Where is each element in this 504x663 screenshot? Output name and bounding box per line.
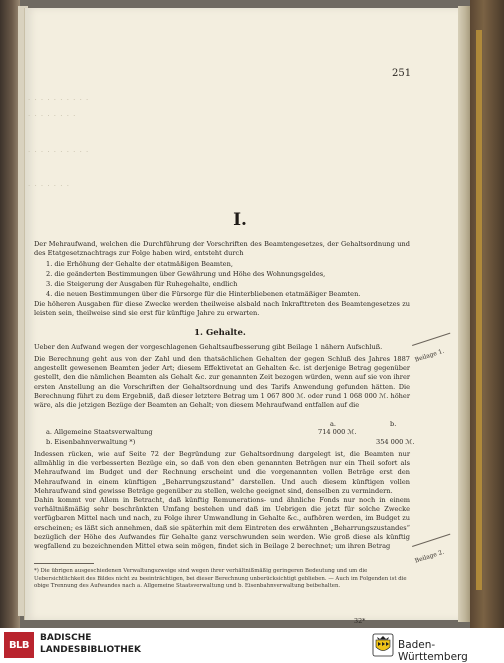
cover-stripe — [476, 30, 482, 590]
bleed-through-text: · · · · · · · · · · — [28, 148, 90, 156]
library-name-line2: LANDESBIBLIOTHEK — [40, 644, 141, 655]
budget-row-value-a: 714 000 ℳ. — [318, 428, 357, 436]
intro-paragraph: Der Mehraufwand, welchen die Durchführung der Vorschriften des Beamtengesetzes, der Gehaltsordnung und des Etatgesetznachtrags zur Folge haben wird, entsteht durch — [34, 240, 410, 258]
paragraph-3: Indessen rücken, wie auf Seite 72 der Begründung zur Gehaltsordnung dargelegt ist, die Beamten nur allmählig in die verbesserten Bezüge ein, so daß von den eben genannten Beträgen nur ein Theil sofort als Mehraufwand im Budget und der Rechnung erscheint und die vorgenannten vollen Beträge erst den Mehraufwand in einem künftigen „Beharrungszustand“ darstellen. Und auch diesem künftigen vollen Mehraufwand sind gewisse Beträge gegenüber zu stellen, welche geeignet sind, denselben zu vermindern. — [34, 450, 410, 495]
budget-row-label: a. Allgemeine Staatsverwaltung — [46, 428, 153, 436]
bleed-through-text: · · · · · · · — [28, 182, 70, 190]
paragraph-2: Die Berechnung geht aus von der Zahl und den thatsächlichen Gehalten der gegen Schluß des Jahres 1887 angestellt gewesenen Beamten jeder Art; diesem Effektivetat an Gehalten &c. ist derjenige Betrag gegenüber gestellt, den die nämlichen Beamten als Gehalt &c. zur genannten Zeit bezogen würden, wenn auf sie von ihrer ersten Anstellung an die Vorschriften der Gehaltsordnung und des Tarifs Anwendung gefunden hätten. Die Berechnung führt zu dem Ergebniß, daß dieser letztere Betrag um 1 067 800 ℳ. oder rund 1 068 000 ℳ. höher wäre, als die jetzigen Bezüge der Beamten an Gehalt; von diesem Mehraufwand entfallen auf die — [34, 355, 410, 410]
list-item: 3. die Steigerung der Ausgaben für Ruhegehalte, endlich — [46, 280, 238, 288]
state-coat-of-arms-icon — [372, 633, 394, 657]
page-number: 251 — [392, 68, 412, 79]
column-a-header: a. — [330, 420, 337, 428]
bleed-through-text: · · · · · · · · · · — [28, 96, 90, 104]
bleed-through-text: · · · · · · · · — [28, 112, 77, 120]
state-name: Baden-Württemberg — [398, 639, 468, 663]
margin-note: Beilage 1. — [414, 347, 446, 364]
column-b-header: b. — [390, 420, 397, 428]
library-name-line1: BADISCHE — [40, 633, 92, 643]
budget-row-value-b: 354 000 ℳ. — [376, 438, 415, 446]
blb-logo-icon: BLB — [4, 632, 34, 658]
signature-mark: 32* — [354, 617, 366, 625]
chapter-heading: I. — [233, 210, 247, 230]
list-item: 1. die Erhöhung der Gehalte der etatmäßigen Beamten, — [46, 260, 233, 268]
book-binding-left — [0, 0, 20, 628]
section-title: 1. Gehalte. — [194, 328, 246, 338]
paragraph-4: Dahin kommt vor Allem in Betracht, daß künftig Remunerations- und ähnliche Fonds nur noch in einem verhältnißmäßig sehr beschränkten Umfang bestehen und daß im Uebrigen die jetzt für solche Zwecke verfügbaren Mittel nach und nach, zu Folge ihrer Umwandlung in Gehalte &c., aufhören werden, im Budget zu erscheinen; es läßt sich annehmen, daß sie späterhin mit dem Eintreten des erwähnten „Beharrungszustandes“ bezüglich der Höhe des Aufwandes für Gehalte ganz verschwunden sein werden. Wie groß diese als künftig wegfallend zu bezeichnenden Mittel etwa sein mögen, findet sich in Beilage 2 berechnet; um ihren Betrag — [34, 496, 410, 551]
footnote: *) Die übrigen ausgeschiedenen Verwaltungszweige sind wegen ihrer verhältnißmäßig geringeren Bedeutung und um die Uebersichtlichkeit des Bildes nicht zu beeinträchtigen, bei dieser Berechnung unberücksichtigt geblieben. — Auch im Folgenden ist die obige Trennung des Aufwandes nach a. Allgemeine Staatsverwaltung und b. Eisenbahnverwaltung beibehalten. — [34, 568, 407, 590]
paragraph-1: Ueber den Aufwand wegen der vorgeschlagenen Gehaltsaufbesserung gibt Beilage 1 nähern Aufschluß. — [34, 343, 383, 351]
list-item: 2. die geänderten Bestimmungen über Gewährung und Höhe des Wohnungsgeldes, — [46, 270, 326, 278]
budget-row-label: b. Eisenbahnverwaltung *) — [46, 438, 136, 446]
list-item: 4. die neuen Bestimmungen über die Fürsorge für die Hinterbliebenen etatmäßiger Beamten. — [46, 290, 361, 298]
library-name — [40, 633, 141, 656]
footnote-rule — [34, 563, 94, 564]
list-followup-paragraph: Die höheren Ausgaben für diese Zwecke werden theilweise alsbald nach Inkrafttreten des Beamtengesetzes zu leisten sein, theilweise sind sie erst für künftige Jahre zu erwarten. — [34, 300, 410, 318]
page-stack-edge — [458, 6, 470, 622]
margin-note: Beilage 2. — [414, 548, 446, 565]
